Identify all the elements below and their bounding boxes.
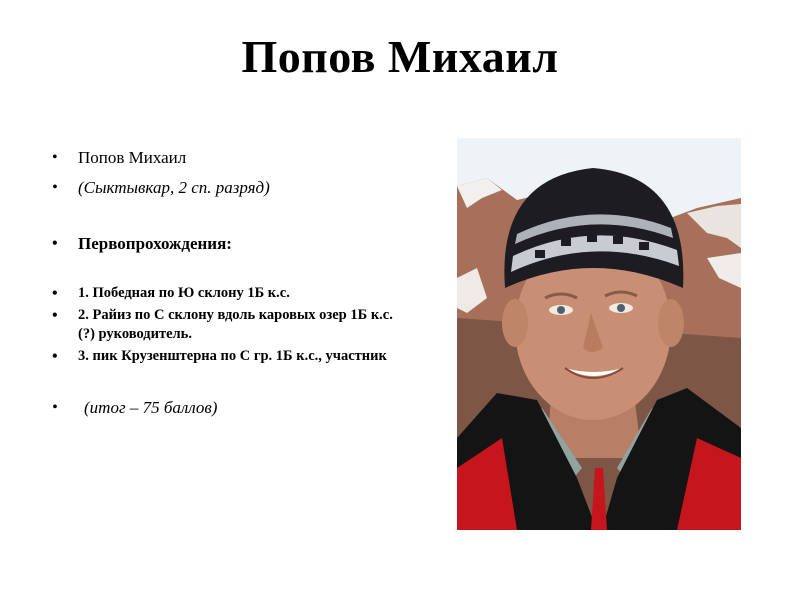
slide-title: Попов Михаил: [241, 31, 559, 82]
bullet-city-rank: • (Сыктывкар, 2 сп. разряд): [48, 178, 393, 198]
bullet-total-text: (итог – 75 баллов): [84, 398, 218, 417]
bullet-list: [48, 148, 393, 418]
portrait-image: [457, 138, 741, 530]
portrait-photo: [457, 138, 741, 530]
bullet-first-ascents-heading: • Первопрохождения:: [48, 234, 393, 254]
bullet-name: • Попов Михаил: [48, 148, 393, 168]
bullet-total: [48, 398, 393, 418]
bullet-item-2: • 2. Райиз по С склону вдоль каровых озер 1Б к.с. (?) руководитель.: [48, 306, 393, 344]
bullet-item-3: • 3. пик Крузенштерна по С гр. 1Б к.с., участник: [48, 347, 393, 366]
bullet-item-1: • 1. Победная по Ю склону 1Б к.с.: [48, 284, 393, 303]
